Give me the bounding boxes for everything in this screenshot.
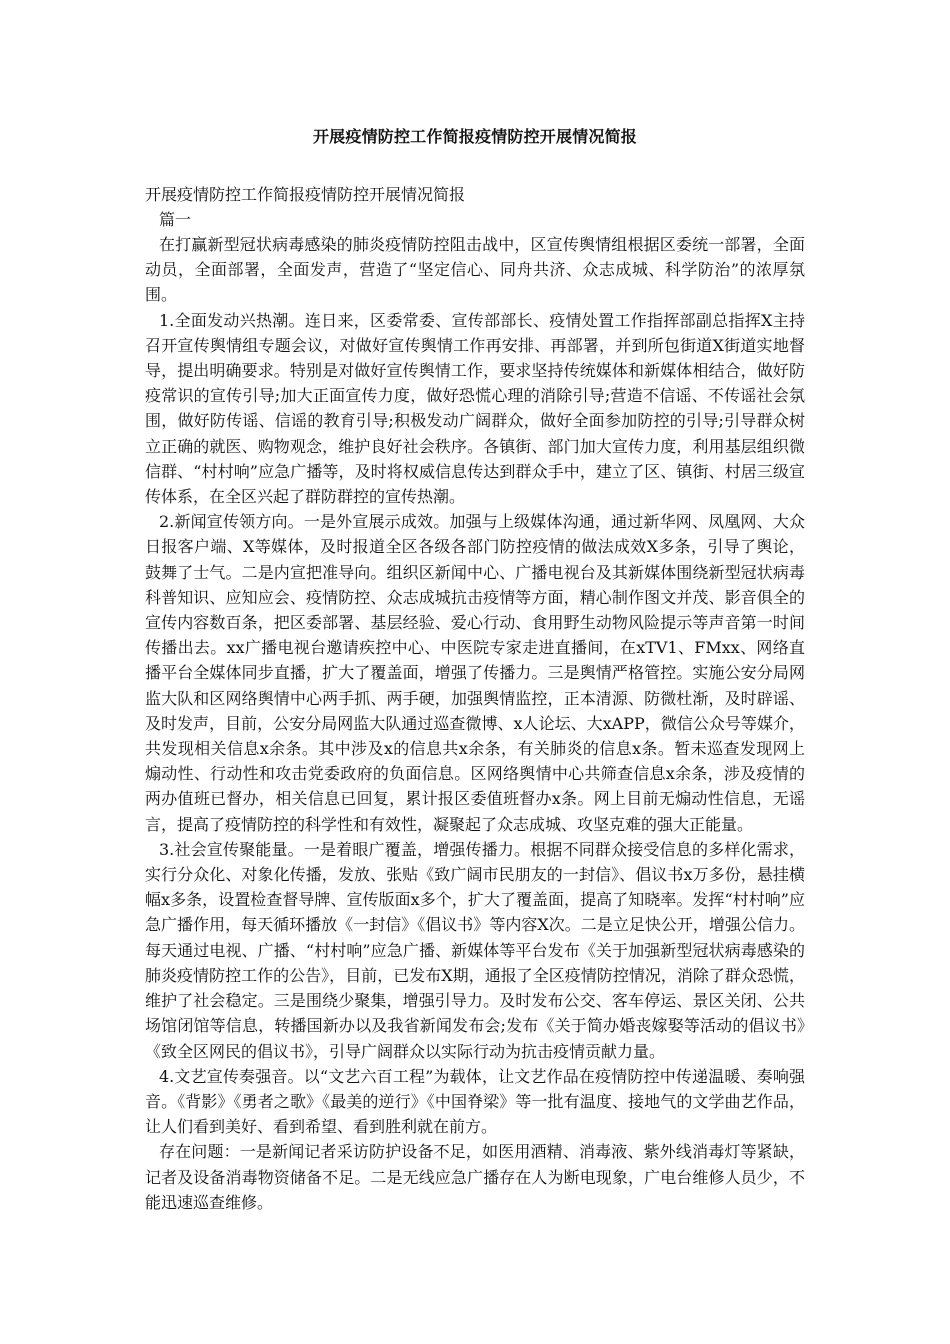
paragraph-2: 2.新闻宣传领方向。一是外宣展示成效。加强与上级媒体沟通，通过新华网、凤凰网、大众日报客户端、X等媒体，及时报道全区各级各部门防控疫情的做法成效X多条，引导了舆论，鼓舞了士气。二是内宣把准导向。组织区新闻中心、广播电视台及其新媒体围绕新型冠状病毒科普知识、应知应会、疫情防控、众志成城抗击疫情等方面，精心制作图文并茂、影音俱全的宣传内容数百条，把区委部署、基层经验、爱心行动、食用野生动物风险提示等声音第一时间传播出去。xx广播电视台邀请疾控中心、中医院专家走进直播间，在xTV1、FMxx、网络直播平台全媒体同步直播，扩大了覆盖面，增强了传播力。三是舆情严格管控。实施公安分局网监大队和区网络舆情中心两手抓、两手硬，加强舆情监控，正本清源、防微杜渐，及时辟谣、及时发声，目前，公安分局网监大队通过巡查微博、x人论坛、大xAPP，微信公众号等媒介，共发现相关信息x余条。其中涉及x的信息共x余条，有关肺炎的信息x条。暂未巡查发现网上煽动性、行动性和攻击党委政府的负面信息。区网络舆情中心共筛查信息x余条，涉及疫情的两办值班已督办，相关信息已回复，累计报区委值班督办x条。网上目前无煽动性信息，无谣言，提高了疫情防控的科学性和有效性，凝聚起了众志成城、攻坚克难的强大正能量。 [145,512,805,834]
paragraph-intro: 在打赢新型冠状病毒感染的肺炎疫情防控阻击战中，区宣传舆情组根据区委统一部署，全面动员，全面部署，全面发声，营造了“坚定信心、同舟共济、众志成城、科学防治”的浓厚氛围。 [145,235,805,305]
paragraph-3: 3.社会宣传聚能量。一是着眼广覆盖，增强传播力。根据不同群众接受信息的多样化需求，实行分众化、对象化传播，发放、张贴《致广阔市民朋友的一封信》、倡议书x万多份，悬挂横幅x多条，设置检查督导牌、宣传版面x多个，扩大了覆盖面，提高了知晓率。发挥“村村响”应急广播作用，每天循环播放《一封信》《倡议书》等内容X次。二是立足快公开，增强公信力。每天通过电视、广播、“村村响”应急广播、新媒体等平台发布《关于加强新型冠状病毒感染的肺炎疫情防控工作的公告》，目前，已发布X期，通报了全区疫情防控情况，消除了群众恐慌，维护了社会稳定。三是围绕少聚集，增强引导力。及时发布公交、客车停运、景区关闭、公共场馆闭馆等信息，转播国新办以及我省新闻发布会;发布《关于简办婚丧嫁娶等活动的倡议书》《致全区网民的倡议书》，引导广阔群众以实际行动为抗击疫情贡献力量。 [145,839,805,1061]
section-label: 篇一 [159,210,192,229]
document-page [145,124,805,1215]
paragraph-1: 1.全面发动兴热潮。连日来，区委常委、宣传部部长、疫情处置工作指挥部副总指挥X主持召开宣传舆情组专题会议，对做好宣传舆情工作再安排、再部署，并到所包街道X街道实地督导，提出明确要求。特别是对做好宣传舆情工作，要求坚持传统媒体和新媒体相结合，做好防疫常识的宣传引导;加大正面宣传力度，做好恐慌心理的消除引导;营造不信谣、不传谣社会氛围，做好防传谣、信谣的教育引导;积极发动广阔群众，做好全面参加防控的引导;引导群众树立正确的就医、购物观念，维护良好社会秩序。各镇街、部门加大宣传力度，利用基层组织微信群、“村村响”应急广播等，及时将权威信息传达到群众手中，建立了区、镇街、村居三级宣传体系，在全区兴起了群防群控的宣传热潮。 [145,310,805,507]
paragraph-4: 4.文艺宣传奏强音。以“文艺六百工程”为载体，让文艺作品在疫情防控中传递温暖、奏响强音。《背影》《勇者之歌》《最美的逆行》《中国脊梁》等一批有温度、接地气的文学曲艺作品，让人们看到美好、看到希望、看到胜利就在前方。 [145,1066,805,1137]
document-title: 开展疫情防控工作简报疫情防控开展情况简报 [312,127,637,146]
paragraph-issues: 存在问题：一是新闻记者采访防护设备不足，如医用酒精、消毒液、紫外线消毒灯等紧缺，记者及设备消毒物资储备不足。二是无线应急广播存在人为断电现象，广电台维修人员少，不能迅速巡查维修。 [145,1142,805,1212]
document-subtitle: 开展疫情防控工作简报疫情防控开展情况简报 [145,185,466,204]
